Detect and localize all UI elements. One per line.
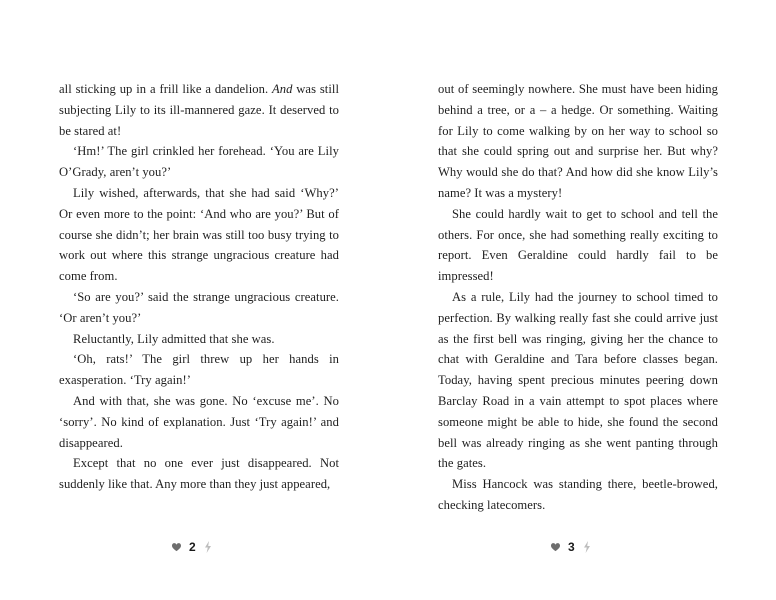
paragraph bbox=[59, 287, 339, 329]
text-run: Miss Hancock was standing there, beetle-browed, checking latecomers. bbox=[438, 477, 718, 512]
text-run: She could hardly wait to get to school and tell the others. For once, she had something really exciting to report. Even Geraldine could hardly fail to be impressed! bbox=[438, 206, 718, 284]
lightning-bolt-icon bbox=[583, 541, 591, 553]
italic-text: And bbox=[272, 82, 293, 96]
heart-icon bbox=[551, 543, 560, 552]
lightning-bolt-icon bbox=[204, 541, 212, 553]
paragraph bbox=[438, 79, 718, 204]
paragraph bbox=[59, 349, 339, 391]
text-run: ‘Oh, rats!’ The girl threw up her hands in exasperation. ‘Try again!’ bbox=[59, 352, 339, 388]
text-run: was still subjecting Lily to its ill-mannered gaze. It deserved to be stared at! bbox=[59, 82, 340, 138]
paragraph bbox=[59, 79, 339, 141]
text-run: Reluctantly, Lily admitted that she was. bbox=[73, 331, 275, 346]
text-run: Lily wished, afterwards, that she had said ‘Why?’ Or even more to the point: ‘And who are you?’ But of course she didn’t; her brain was still too busy trying to work out where this strange ungracious creature had come from. bbox=[59, 185, 339, 284]
text-run: ‘Hm!’ The girl crinkled her forehead. ‘You are Lily O’Grady, aren’t you?’ bbox=[59, 144, 339, 180]
page-footer-right bbox=[551, 539, 591, 555]
paragraph bbox=[438, 474, 718, 516]
paragraph bbox=[59, 453, 339, 495]
page-footer-left bbox=[172, 539, 212, 555]
page-number: 2 bbox=[189, 540, 196, 554]
page-number: 3 bbox=[568, 540, 575, 554]
heart-icon bbox=[172, 543, 181, 552]
paragraph bbox=[438, 287, 718, 474]
paragraph bbox=[59, 329, 339, 350]
paragraph bbox=[59, 141, 339, 183]
paragraph bbox=[438, 204, 718, 287]
text-run: out of seemingly nowhere. She must have been hiding behind a tree, or a – a hedge. Or something. Waiting for Lily to come walking by on her way to school so that she could spring out and surprise her. But why? Why would she do that? And how did she know Lily’s name? It was a mystery! bbox=[438, 82, 718, 200]
right-page-text bbox=[438, 79, 718, 516]
text-run: Except that no one ever just disappeared. Not suddenly like that. Any more than they just appeared, bbox=[59, 456, 339, 492]
paragraph bbox=[59, 391, 339, 453]
paragraph bbox=[59, 183, 339, 287]
text-run: ‘So are you?’ said the strange ungracious creature. ‘Or aren’t you?’ bbox=[59, 289, 339, 325]
text-run: As a rule, Lily had the journey to school timed to perfection. By walking really fast she could arrive just as the first bell was ringing, giving her the chance to chat with Geraldine and Tara before classes began. Today, having spent precious minutes peering down Barclay Road in a vain attempt to spot places where someone might be able to hide, she found the second bell was already ringing as she went panting through the gates. bbox=[438, 289, 718, 471]
text-run: all sticking up in a frill like a dandelion. bbox=[59, 82, 272, 96]
left-page-text bbox=[59, 79, 339, 495]
text-run: And with that, she was gone. No ‘excuse me’. No ‘sorry’. No kind of explanation. Just ‘Try again!’ and disappeared. bbox=[59, 393, 339, 450]
